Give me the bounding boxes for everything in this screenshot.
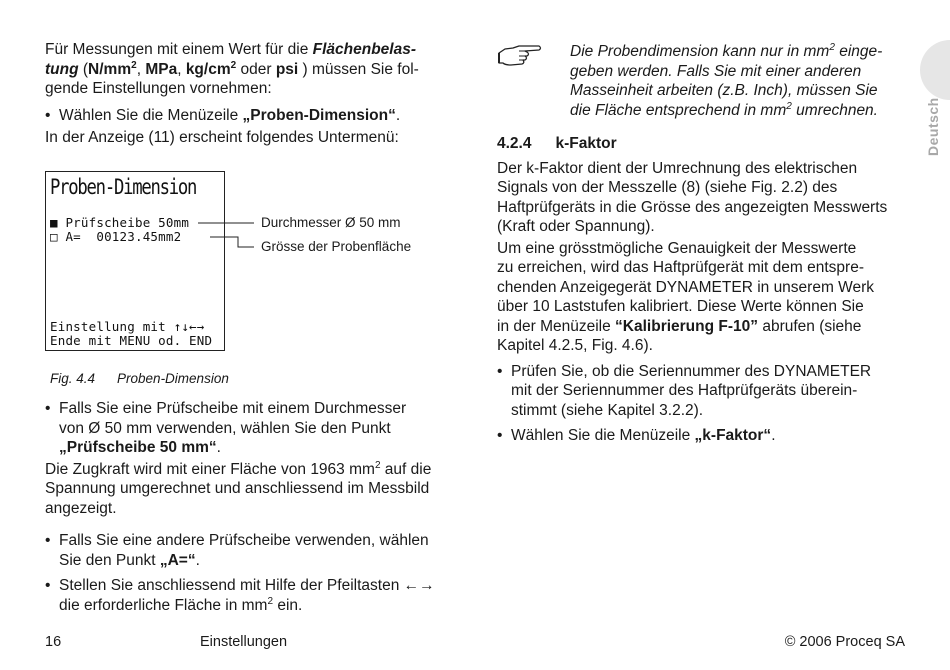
bullet-text: Falls Sie eine andere Prüfscheibe verwenden, wählen — [59, 532, 429, 549]
body-text: Signals von der Messzelle (8) (siehe Fig. 2.2) des — [497, 179, 838, 196]
zugkraft-paragraph — [45, 460, 455, 519]
callout-area: Grösse der Probenfläche — [261, 239, 412, 254]
bullet-text: mit der Seriennummer des Haftprüfgeräts überein- — [511, 382, 858, 399]
body-text: Die Zugkraft wird mit einer Fläche von 1963 mm — [45, 460, 375, 478]
body-text: abrufen (siehe — [758, 317, 862, 335]
page-number: 16 — [45, 634, 62, 650]
bullet-text: Wählen Sie die Menüzeile — [59, 106, 243, 124]
bullet-text: Prüfen Sie, ob die Seriennummer des DYNAMETER — [511, 362, 872, 380]
bullet-text: . — [771, 427, 776, 444]
lcd-hint-end: Ende mit MENU od. END — [50, 333, 213, 348]
bullet-dot: • — [45, 532, 51, 549]
lcd-option-area: □ A= 00123.45mm2 — [50, 229, 182, 244]
unit-nmm2: N/mm — [88, 60, 132, 78]
footer-section: Einstellungen — [200, 634, 288, 650]
bullet-dot: • — [497, 362, 503, 380]
arrow-keys-icon: ←→ — [403, 577, 435, 594]
figure-caption — [50, 369, 229, 389]
superscript: 2 — [131, 59, 137, 71]
note-text: einge- — [834, 43, 883, 60]
body-text: (Kraft oder Spannung). — [497, 218, 655, 235]
bullet-text: . — [216, 439, 221, 456]
figure-number: Fig. 4.4 — [50, 371, 96, 386]
unit-mpa: MPa — [145, 60, 178, 78]
bullet-dot: • — [45, 577, 51, 594]
superscript: 2 — [829, 41, 835, 53]
bullet-text: . — [195, 551, 200, 569]
superscript: 2 — [374, 459, 381, 471]
intro-text: ) müssen Sie fol- — [298, 60, 419, 78]
bullet-dot: • — [45, 400, 51, 417]
intro-text: ( — [78, 60, 89, 78]
body-text: chenden Anzeigegerät DYNAMETER in unserem Werk — [497, 278, 875, 296]
menu-item-name: „Prüfscheibe 50 mm“ — [59, 439, 217, 456]
lcd-hint-arrows: Einstellung mit ↑↓←→ — [50, 319, 205, 334]
kfaktor-paragraph-2 — [497, 239, 907, 356]
section-number: 4.2.4 — [497, 135, 532, 152]
figure-title: Proben-Dimension — [117, 371, 229, 386]
left-column-lower — [45, 399, 455, 615]
bullet-text: von Ø 50 mm verwenden, wählen Sie den Punkt — [59, 419, 391, 437]
kfaktor-paragraph-1 — [497, 159, 907, 237]
bullet-text: Wählen Sie die Menüzeile — [511, 427, 695, 444]
bullet-text: Sie den Punkt — [59, 551, 160, 569]
bullet-text: Stellen Sie anschliessend mit Hilfe der Pfeiltasten — [59, 577, 404, 594]
menu-item-name: „Proben-Dimension“ — [242, 106, 396, 124]
bullet-text: die erforderliche Fläche in mm — [59, 596, 268, 614]
intro-term: Flächenbelas- — [312, 41, 416, 58]
bullet-text: Falls Sie eine Prüfscheibe mit einem Durchmesser — [59, 400, 407, 417]
body-text: angezeigt. — [45, 499, 117, 517]
pointing-hand-icon — [497, 43, 543, 73]
intro-text: gende Einstellungen vornehmen: — [45, 80, 272, 97]
body-text: über 10 Laststufen kalibriert. Diese Werte können Sie — [497, 298, 864, 315]
lcd-option-pruefscheibe: ■ Prüfscheibe 50mm — [50, 215, 190, 230]
superscript: 2 — [786, 100, 792, 112]
body-text: Der k-Faktor dient der Umrechnung des elektrischen — [497, 159, 858, 177]
body-text: Kapitel 4.2.5, Fig. 4.6). — [497, 337, 653, 354]
intro-text: oder — [236, 60, 276, 78]
note-text: Masseinheit arbeiten (z.B. Inch), müssen Sie — [570, 82, 878, 99]
note-text: Die Probendimension kann nur in mm — [570, 43, 830, 60]
body-text: Spannung umgerechnet und anschliessend im Messbild — [45, 480, 430, 497]
body-text: zu erreichen, wird das Haftprüfgerät mit dem entspre- — [497, 259, 864, 276]
callout-line-area — [210, 237, 254, 247]
language-tab-label: Deutsch — [925, 97, 941, 156]
section-heading — [497, 134, 907, 154]
note-text: geben werden. Falls Sie mit einer anderen — [570, 62, 862, 80]
intro-text: , — [136, 60, 146, 78]
menu-item-name: “Kalibrierung F-10” — [615, 317, 759, 335]
bullet-dot: • — [45, 106, 51, 124]
footer-copyright: © 2006 Proceq SA — [784, 634, 905, 650]
language-tab[interactable] — [920, 40, 950, 190]
right-column — [497, 134, 907, 446]
note-text: die Fläche entsprechend in mm — [570, 101, 787, 119]
bullet-kfaktor — [497, 426, 907, 446]
menu-item-name: „k-Faktor“ — [694, 427, 772, 444]
bullet-pfeiltasten — [45, 576, 455, 615]
bullet-pruefscheibe — [45, 399, 455, 458]
body-text: in der Menüzeile — [497, 317, 616, 335]
note-block — [570, 42, 910, 120]
bullet-dot: • — [497, 427, 503, 444]
superscript: 2 — [267, 595, 274, 607]
menu-item-name: „A=“ — [159, 551, 196, 569]
unit-kgcm2: kg/cm — [185, 60, 231, 78]
bullet-text: ein. — [273, 596, 303, 614]
intro-text: Für Messungen mit einem Wert für die — [45, 41, 313, 58]
unit-psi: psi — [275, 60, 299, 78]
superscript: 2 — [230, 59, 237, 71]
intro-text: , — [177, 60, 186, 78]
lcd-title: Proben-Dimension — [50, 175, 197, 199]
body-text: Haftprüfgeräts in die Grösse des angezeigten Messwerts — [497, 198, 888, 216]
section-title: k-Faktor — [555, 135, 617, 152]
intro-term-cont: tung — [45, 60, 79, 78]
body-text: auf die — [380, 460, 432, 478]
bullet-text: stimmt (siehe Kapitel 3.2.2). — [511, 401, 704, 419]
bullet-seriennummer — [497, 362, 907, 421]
body-text: Um eine grösstmögliche Genauigkeit der Messwerte — [497, 239, 857, 257]
callout-diameter: Durchmesser Ø 50 mm — [261, 215, 401, 230]
bullet-andere-pruefscheibe — [45, 531, 455, 570]
note-text: umrechnen. — [791, 101, 878, 119]
bullet-text: . — [395, 106, 401, 124]
language-tab-marker — [920, 40, 950, 100]
display-intro: In der Anzeige (11) erscheint folgendes Untermenü: — [45, 129, 399, 146]
